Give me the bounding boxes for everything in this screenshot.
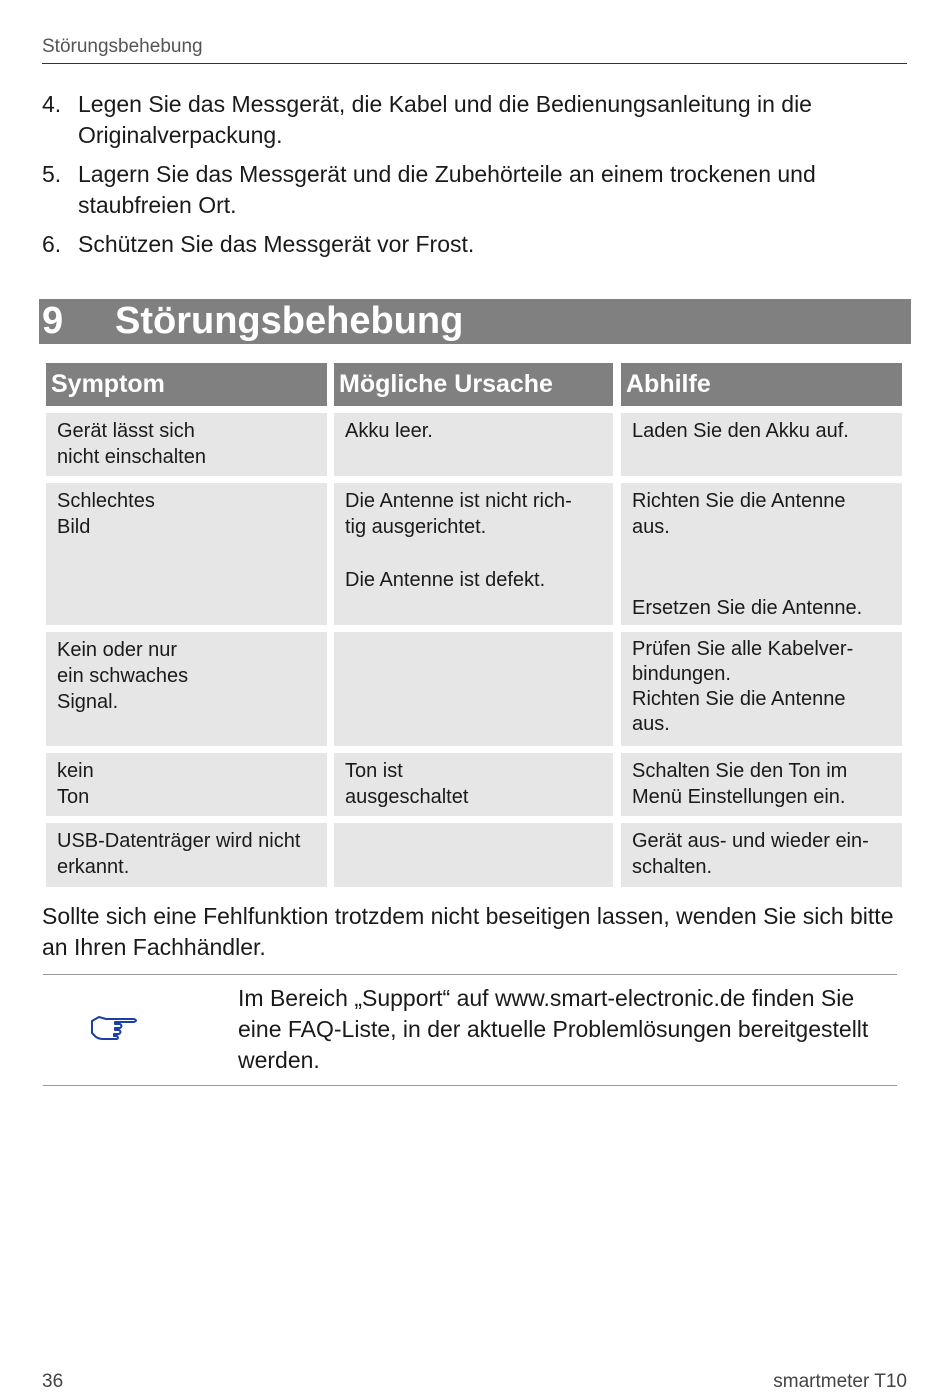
table-cell-remedy (621, 632, 902, 746)
header-rule (42, 63, 907, 64)
cell-line: kein (57, 760, 94, 782)
cell-line: bindungen. (632, 663, 731, 685)
table-cell-cause (334, 753, 613, 816)
cell-line: Schalten Sie den Ton im (632, 760, 848, 782)
steps-list (42, 89, 892, 268)
table-header-cause: Mögliche Ursache (334, 363, 613, 406)
table-cell-remedy (621, 483, 902, 625)
cell-line: Menü Einstellungen ein. (632, 786, 846, 808)
step-text: Schützen Sie das Messgerät vor Frost. (78, 231, 475, 257)
cell-line: schalten. (632, 856, 713, 878)
step-number: 6. (42, 231, 62, 257)
chapter-number: 9 (42, 300, 64, 342)
cell-line: Richten Sie die Antenne (632, 490, 846, 512)
chapter-title: Störungsbehebung (115, 300, 464, 342)
table-cell-remedy (621, 753, 902, 816)
note-bottom-rule (43, 1085, 897, 1086)
step-number: 5. (42, 161, 62, 187)
closing-paragraph: Sollte sich eine Fehlfunktion trotzdem nicht beseitigen lassen, wenden Sie sich bitte an Ihren Fachhändler. (42, 903, 894, 960)
cell-line: ausgeschaltet (345, 786, 469, 808)
note-text: Im Bereich „Support“ auf www.smart-electronic.de finden Sie eine FAQ-Liste, in der aktuelle Problemlösungen bereitgestellt werden. (238, 985, 869, 1073)
cell-line: Akku leer. (345, 420, 433, 442)
cell-line: Ton (57, 786, 90, 808)
table-header-remedy: Abhilfe (621, 363, 902, 406)
table-cell-remedy (621, 413, 902, 476)
step-item (42, 89, 892, 151)
cell-line: aus. (632, 713, 670, 735)
table-cell-symptom (46, 413, 327, 476)
cell-line: Gerät aus- und wieder ein- (632, 830, 869, 852)
cell-line: aus. (632, 516, 670, 538)
product-name: smartmeter T10 (773, 1371, 907, 1392)
table-header-symptom: Symptom (46, 363, 327, 406)
note-top-rule (43, 974, 897, 975)
cell-line: Schlechtes (57, 490, 155, 512)
cell-line: Die Antenne ist nicht rich- (345, 490, 572, 512)
cell-line: Bild (57, 516, 91, 538)
chapter-heading (39, 299, 911, 344)
step-text: Legen Sie das Messgerät, die Kabel und die Bedienungsanleitung in die Originalverpackung. (78, 91, 812, 148)
table-cell-symptom (46, 823, 327, 887)
table-cell-remedy (621, 823, 902, 887)
table-cell-symptom (46, 483, 327, 625)
cell-line: USB-Datenträger wird nicht (57, 830, 301, 852)
cell-line: nicht einschalten (57, 446, 206, 468)
table-cell-symptom (46, 632, 327, 746)
pointing-hand-icon (90, 1011, 140, 1041)
table-cell-cause (334, 823, 613, 887)
cell-line: Kein oder nur (57, 639, 178, 661)
cell-line: tig ausgerichtet. (345, 516, 487, 538)
cell-line: Richten Sie die Antenne (632, 688, 846, 710)
step-item (42, 159, 892, 221)
page-number: 36 (42, 1371, 64, 1392)
step-number: 4. (42, 91, 62, 117)
table-cell-cause (334, 413, 613, 476)
cell-line: Prüfen Sie alle Kabelver- (632, 638, 854, 660)
running-header: Störungsbehebung (42, 36, 203, 57)
table-cell-symptom (46, 753, 327, 816)
cell-line: Ersetzen Sie die Antenne. (632, 597, 863, 619)
table-cell-cause (334, 632, 613, 746)
step-item (42, 229, 892, 260)
cell-line: Ton ist (345, 760, 403, 782)
cell-line: Gerät lässt sich (57, 420, 195, 442)
cell-line: Laden Sie den Akku auf. (632, 420, 849, 442)
cell-line: ein schwaches (57, 665, 189, 687)
cell-line: Die Antenne ist defekt. (345, 569, 546, 591)
step-text: Lagern Sie das Messgerät und die Zubehörteile an einem trockenen und staubfreien Ort. (78, 161, 816, 218)
cell-line: erkannt. (57, 856, 130, 878)
cell-line: Signal. (57, 691, 119, 713)
table-cell-cause (334, 483, 613, 625)
